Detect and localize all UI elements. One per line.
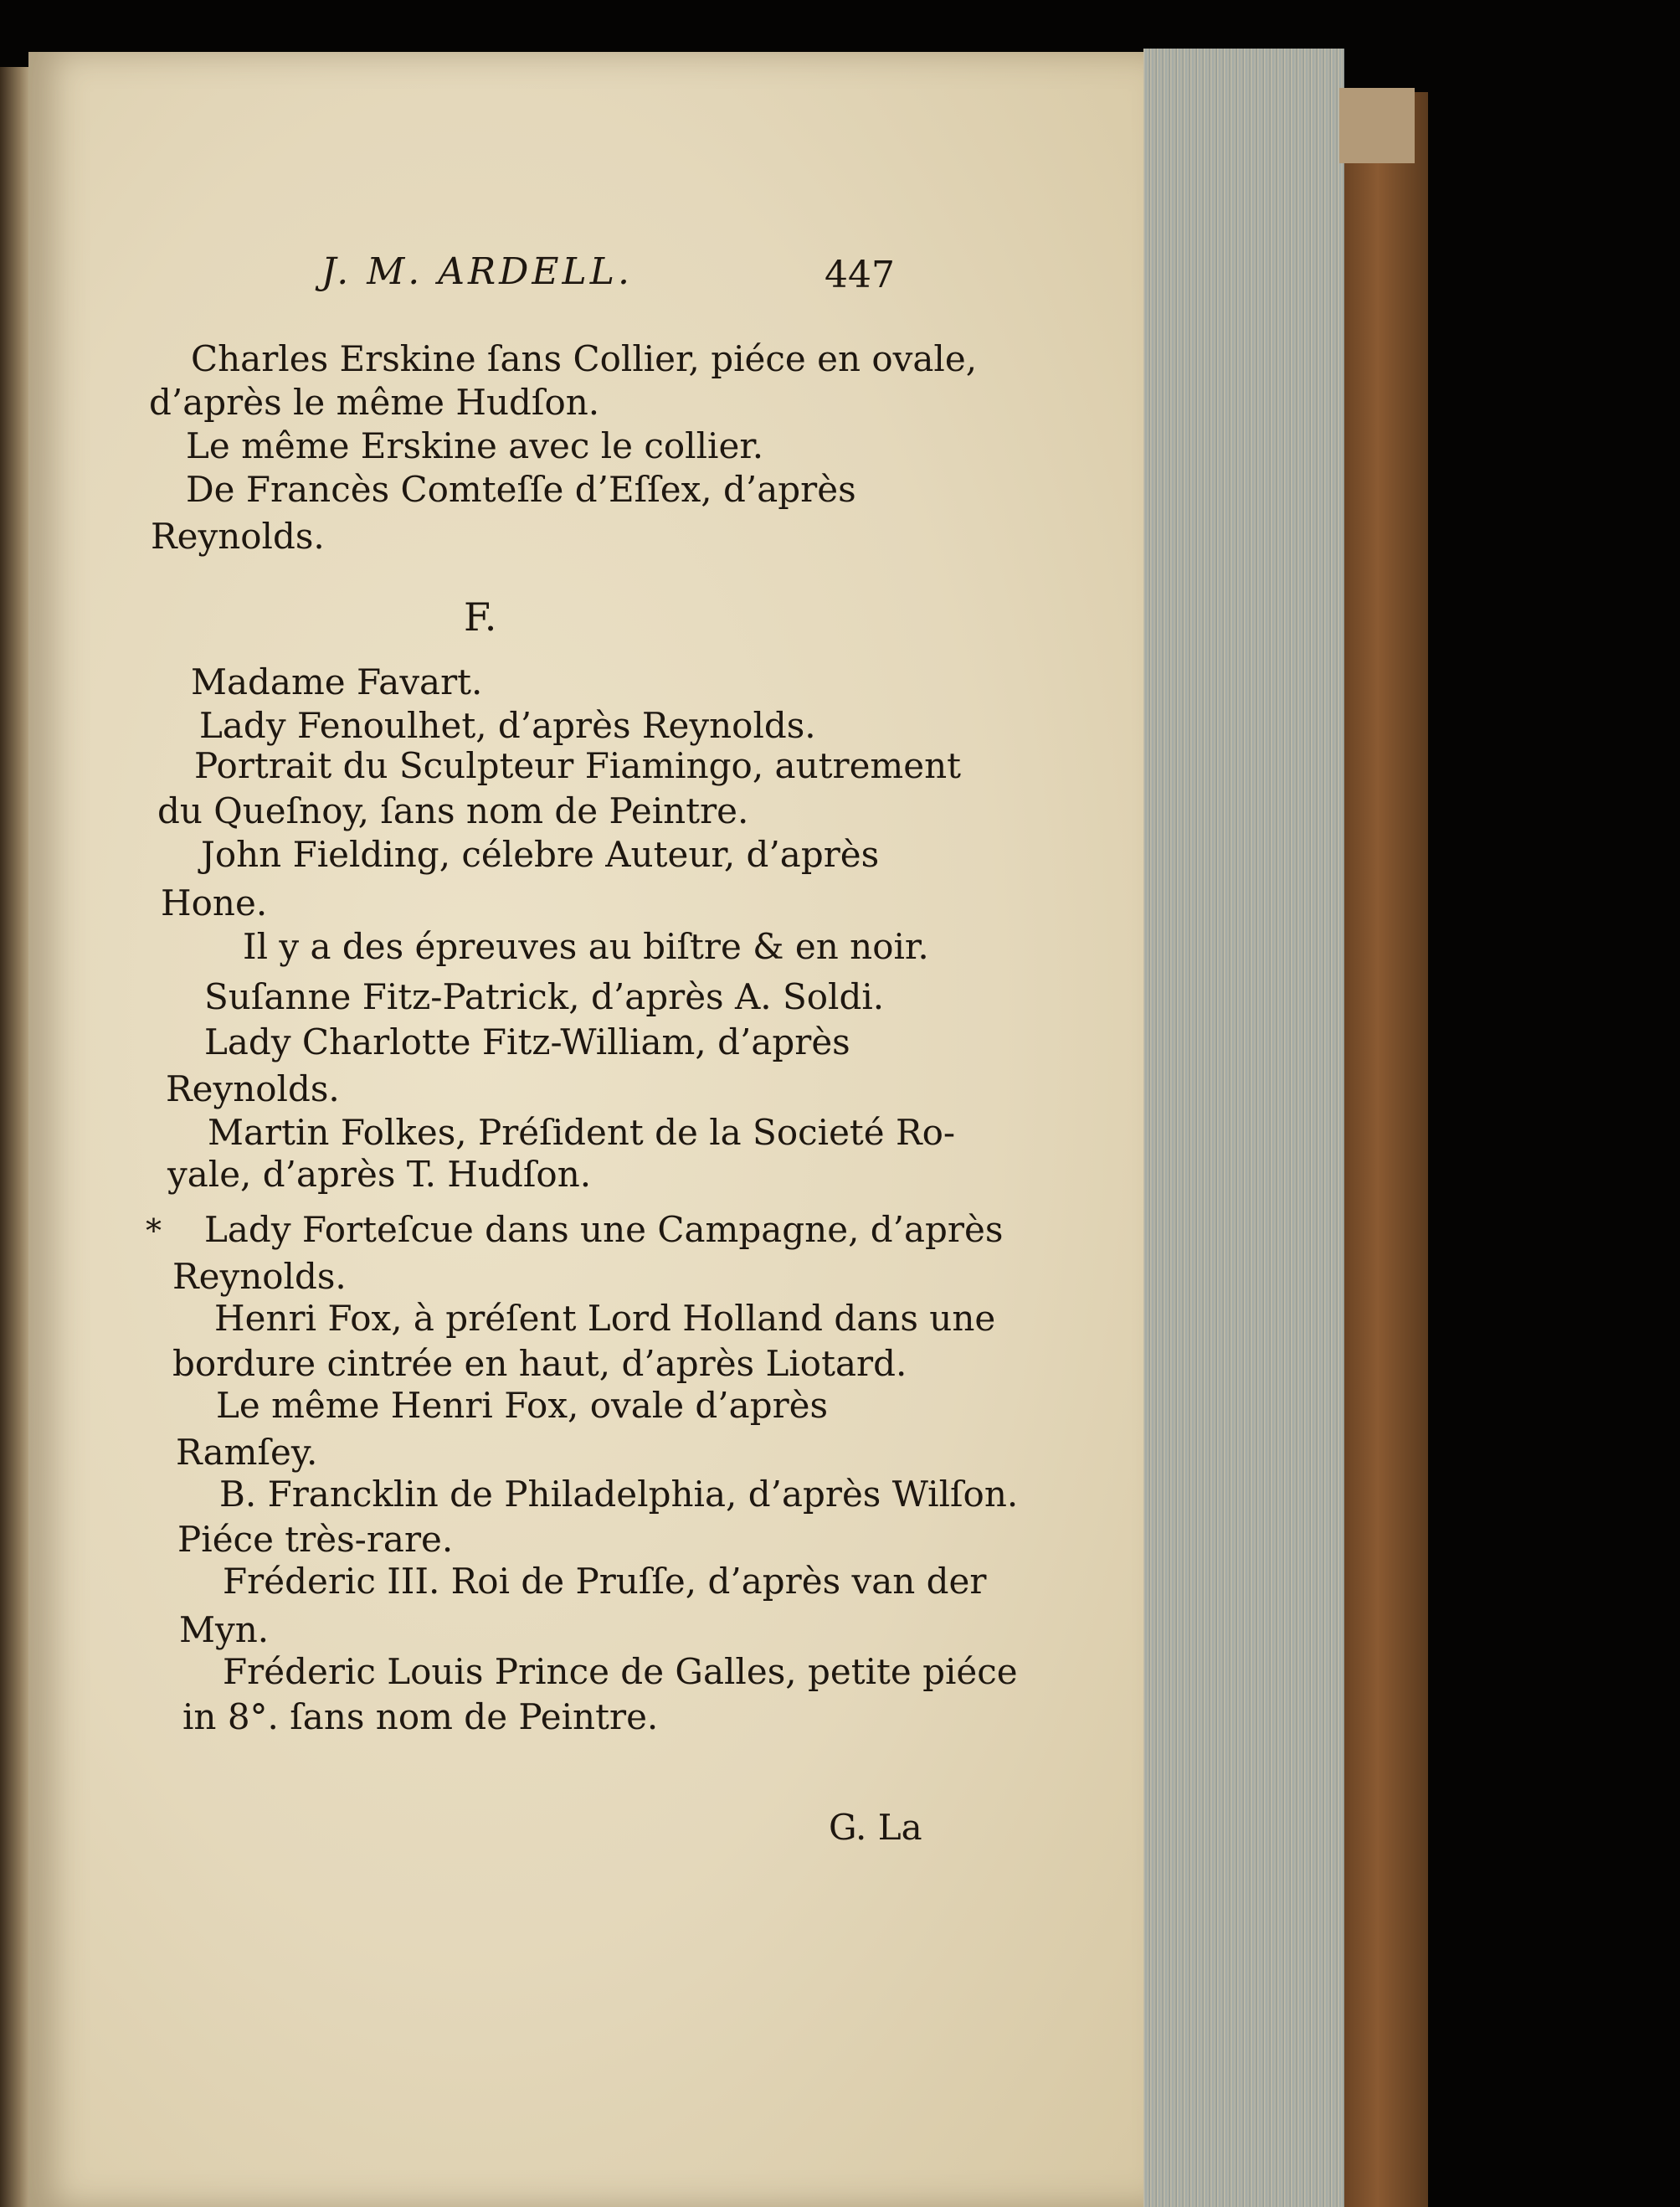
text-line: Le même Henri Fox, ovale d’après	[216, 1385, 829, 1426]
text-line: Il y a des épreuves au biſtre & en noir.	[243, 926, 929, 967]
text-line: Fréderic III. Roi de Pruſſe, d’après van der	[223, 1561, 987, 1602]
text-line: Le même Erskine avec le collier.	[186, 425, 764, 466]
text-line: Piéce très-rare.	[177, 1519, 454, 1560]
text-line: in 8°. ſans nom de Peintre.	[182, 1696, 659, 1737]
page-block-edges	[1143, 49, 1344, 2207]
text-line: De Francès Comteſſe d’Eſſex, d’après	[186, 469, 856, 510]
text-line: Myn.	[179, 1609, 270, 1650]
text-line: Portrait du Sculpteur Fiamingo, autrement	[194, 745, 962, 786]
text-line: yale, d’après T. Hudſon.	[167, 1154, 592, 1195]
text-line: Lady Forteſcue dans une Campagne, d’après	[204, 1209, 1004, 1250]
cover-worn-corner	[1339, 88, 1415, 163]
text-line: d’après le même Hudſon.	[149, 382, 600, 423]
text-line: Reynolds.	[151, 516, 325, 557]
running-title: J. M. ARDELL.	[321, 250, 633, 293]
text-line: Martin Folkes, Préſident de la Societé Ro-	[208, 1112, 956, 1153]
asterisk-mark: *	[146, 1212, 162, 1249]
section-letter: F.	[464, 594, 497, 640]
text-line: du Queſnoy, ſans nom de Peintre.	[157, 790, 749, 831]
catchword: G. La	[829, 1807, 922, 1848]
text-line: Hone.	[161, 882, 268, 923]
text-line: Reynolds.	[172, 1256, 347, 1297]
text-line: bordure cintrée en haut, d’après Liotard.	[172, 1343, 907, 1384]
text-line: B. Francklin de Philadelphia, d’après Wilſon.	[219, 1474, 1019, 1515]
page-number: 447	[825, 254, 895, 296]
text-line: Lady Charlotte Fitz-William, d’après	[204, 1021, 850, 1062]
text-line: Lady Fenoulhet, d’après Reynolds.	[199, 705, 816, 746]
leather-cover	[1344, 92, 1428, 2207]
text-line: Fréderic Louis Prince de Galles, petite piéce	[223, 1651, 1018, 1692]
text-line: Charles Erskine ſans Collier, piéce en ovale,	[191, 338, 978, 379]
text-line: Madame Favart.	[191, 661, 483, 702]
text-line: Reynolds.	[166, 1068, 340, 1109]
text-line: John Fielding, célebre Auteur, d’après	[201, 834, 880, 875]
text-line: Henri Fox, à préſent Lord Holland dans une	[214, 1298, 996, 1339]
text-line: Ramſey.	[176, 1432, 318, 1473]
left-page-edge	[0, 67, 32, 2207]
text-line: Suſanne Fitz-Patrick, d’après A. Soldi.	[204, 976, 885, 1017]
